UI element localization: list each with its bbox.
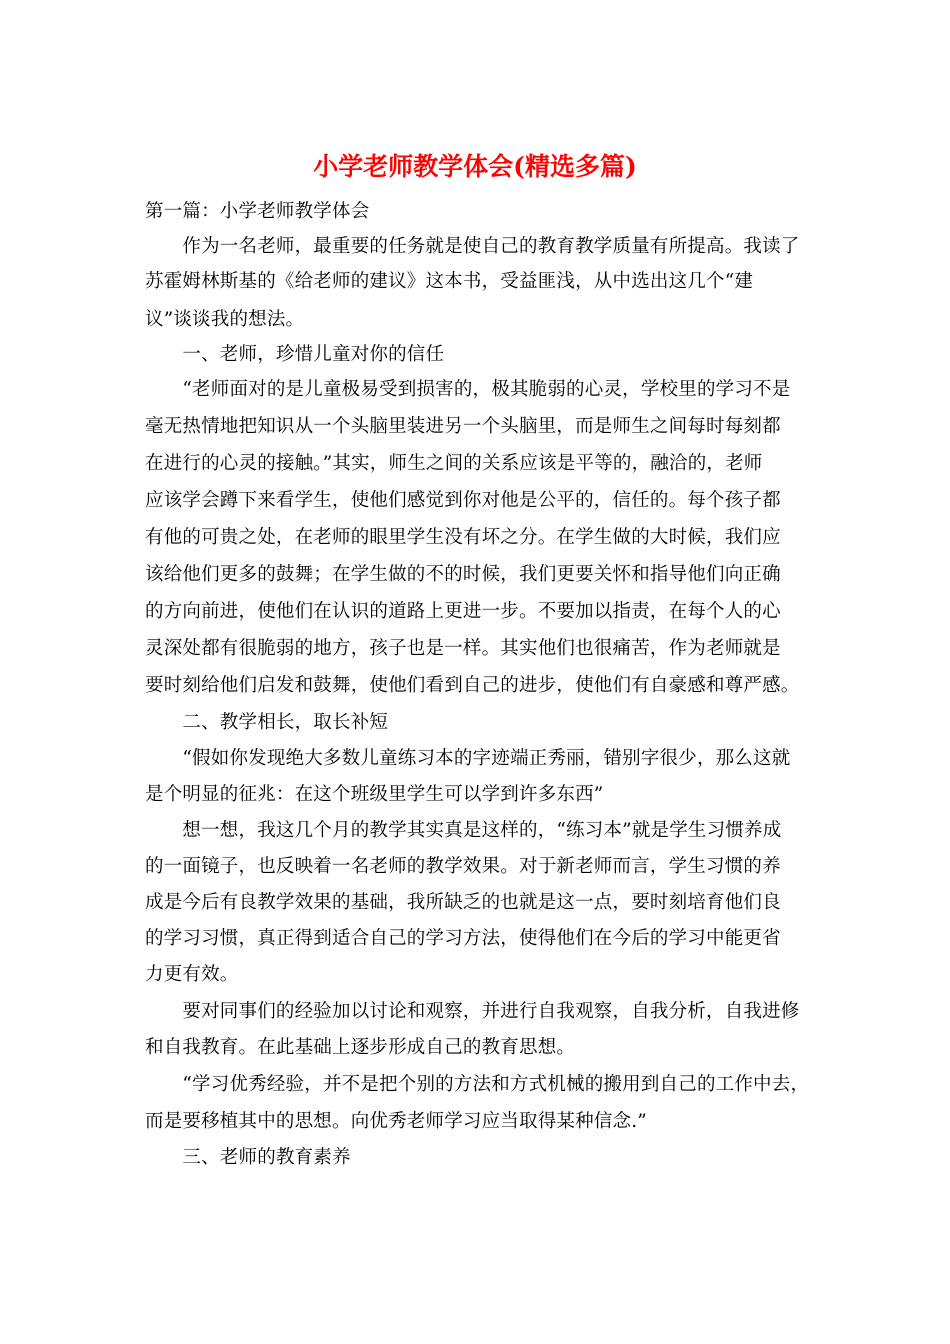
- section-heading: 第一篇：小学老师教学体会: [145, 201, 370, 222]
- subheading: 二、教学相长，取长补短: [145, 712, 389, 733]
- paragraph-line: 苏霍姆林斯基的《给老师的建议》这本书，受益匪浅，从中选出这几个“建: [145, 271, 754, 292]
- paragraph-line: 的一面镜子，也反映着一名老师的教学效果。对于新老师而言，学生习惯的养: [145, 856, 781, 877]
- paragraph-line: 在进行的心灵的接触。”其实，师生之间的关系应该是平等的，融洽的，老师: [145, 453, 763, 474]
- paragraph-line: “假如你发现绝大多数儿童练习本的字迹端正秀丽，错别字很少，那么这就: [145, 748, 791, 769]
- paragraph-line: 要对同事们的经验加以讨论和观察，并进行自我观察，自我分析，自我进修: [145, 1001, 800, 1022]
- paragraph-line: 作为一名老师，最重要的任务就是使自己的教育教学质量有所提高。我读了: [145, 236, 800, 257]
- paragraph-line: 有他的可贵之处，在老师的眼里学生没有坏之分。在学生做的大时候，我们应: [145, 527, 781, 548]
- document-title: 小学老师教学体会(精选多篇): [313, 152, 637, 181]
- paragraph-line: 而是要移植其中的思想。向优秀老师学习应当取得某种信念.”: [145, 1111, 647, 1132]
- paragraph-line: 的学习习惯，真正得到适合自己的学习方法，使得他们在今后的学习中能更省: [145, 928, 781, 949]
- paragraph-line: 灵深处都有很脆弱的地方，孩子也是一样。其实他们也很痛苦，作为老师就是: [145, 638, 781, 659]
- paragraph-line: 成是今后有良教学效果的基础，我所缺乏的也就是这一点，要时刻培育他们良: [145, 892, 781, 913]
- paragraph-line: “学习优秀经验，并不是把个别的方法和方式机械的搬用到自己的工作中去，: [145, 1074, 810, 1095]
- paragraph-line: 力更有效。: [145, 964, 239, 985]
- paragraph-line: 是个明显的征兆：在这个班级里学生可以学到许多东西”: [145, 784, 604, 805]
- paragraph-line: 和自我教育。在此基础上逐步形成自己的教育思想。: [145, 1037, 576, 1058]
- paragraph-line: 该给他们更多的鼓舞；在学生做的不的时候，我们更要关怀和指导他们向正确: [145, 564, 781, 585]
- subheading: 一、老师，珍惜儿童对你的信任: [145, 344, 445, 365]
- paragraph-line: 要时刻给他们启发和鼓舞，使他们看到自己的进步，使他们有自豪感和尊严感。: [145, 675, 800, 696]
- paragraph-line: 应该学会蹲下来看学生，使他们感觉到你对他是公平的，信任的。每个孩子都: [145, 490, 781, 511]
- subheading: 三、老师的教育素养: [145, 1147, 351, 1168]
- paragraph-line: 议”谈谈我的想法。: [145, 309, 305, 330]
- paragraph-line: 毫无热情地把知识从一个头脑里装进另一个头脑里，而是师生之间每时每刻都: [145, 416, 781, 437]
- paragraph-line: 想一想，我这几个月的教学其实真是这样的，“练习本”就是学生习惯养成: [145, 820, 782, 841]
- paragraph-line: “老师面对的是儿童极易受到损害的，极其脆弱的心灵，学校里的学习不是: [145, 379, 791, 400]
- paragraph-line: 的方向前进，使他们在认识的道路上更进一步。不要加以指责，在每个人的心: [145, 601, 781, 622]
